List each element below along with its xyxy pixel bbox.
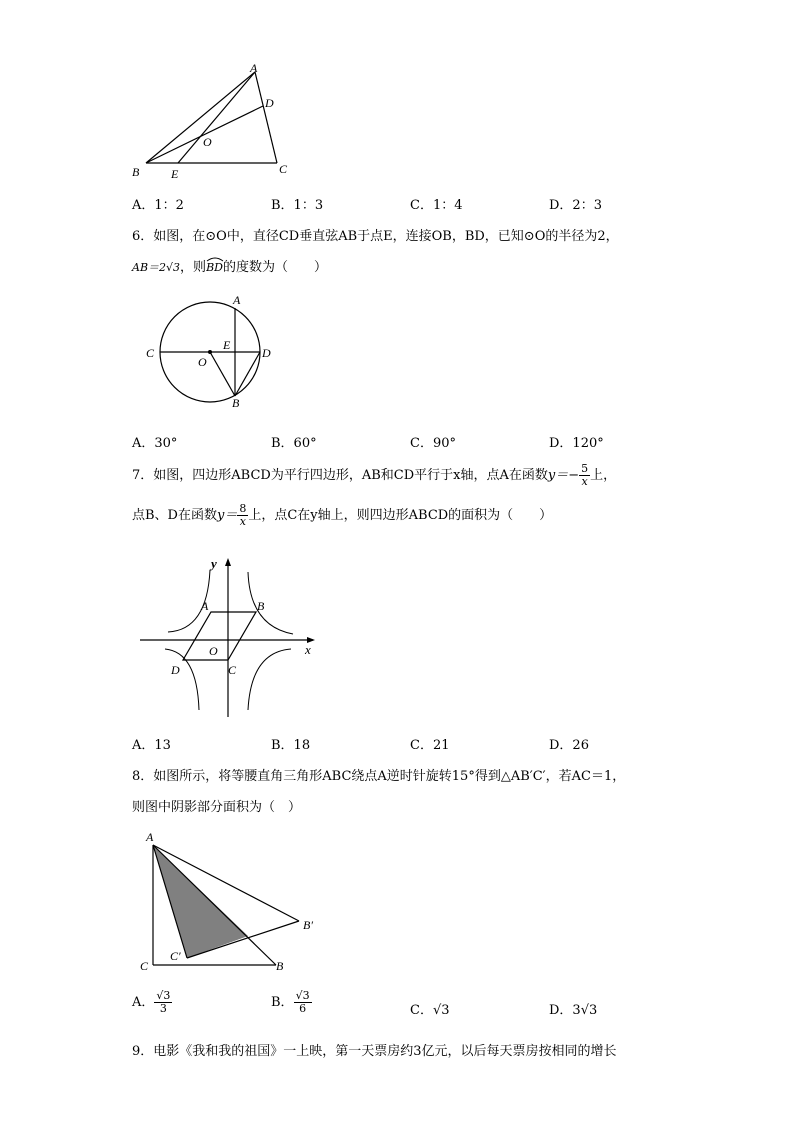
q7-stem-line2 <box>132 503 552 528</box>
q6-stem-line2 <box>132 256 327 275</box>
q8-option-a[interactable] <box>132 990 172 1015</box>
q9-stem-line1: 9．电影《我和我的祖国》一上映，第一天票房约3亿元，以后每天票房按相同的增长 <box>132 1044 617 1059</box>
label-D: D <box>265 96 274 110</box>
figure-q6-circle <box>140 290 280 415</box>
q5-option-c[interactable]: C．1：4 <box>410 198 463 213</box>
label-B: B <box>257 599 265 613</box>
q6-option-d[interactable]: D．120° <box>549 436 604 451</box>
q8-option-b-den: 6 <box>299 1002 307 1015</box>
label-B: B <box>232 396 240 410</box>
label-O: O <box>209 644 218 658</box>
label-A: A <box>146 830 154 844</box>
q7-func1-fraction <box>579 463 590 488</box>
q7-func2-prefix: y＝ <box>216 508 238 523</box>
q8-option-b-num: √3 <box>295 989 310 1002</box>
label-y: y <box>211 556 217 571</box>
q7-stem-text-2: 上， <box>590 468 617 483</box>
q5-option-a[interactable]: A．1：2 <box>132 198 184 213</box>
label-O: O <box>203 135 212 149</box>
q7-func1-den: x <box>581 475 588 488</box>
label-E: E <box>171 167 179 181</box>
label-B-prime: B′ <box>303 918 313 932</box>
figure-q5-triangle <box>125 60 305 185</box>
label-A: A <box>233 293 241 307</box>
label-E: E <box>223 338 231 352</box>
q8-option-a-fraction <box>154 990 172 1015</box>
q6-option-a[interactable]: A．30° <box>132 436 178 451</box>
label-O: O <box>198 355 207 369</box>
q5-option-d[interactable]: D．2：3 <box>549 198 602 213</box>
q8-option-b[interactable] <box>271 990 312 1015</box>
q7-stem-text-4: 上，点C在y轴上，则四边形ABCD的面积为（ ） <box>248 508 553 523</box>
figure-q7-graph <box>135 552 325 722</box>
q8-stem-line1: 8．如图所示，将等腰直角三角形ABC绕点A逆时针旋转15°得到△AB′C′，若AC＝1， <box>132 769 626 784</box>
q6-option-c[interactable]: C．90° <box>410 436 456 451</box>
q6-stem-line1: 6．如图，在⊙O中，直径CD垂直弦AB于点E，连接OB，BD，已知⊙O的半径为2， <box>132 229 619 244</box>
q7-option-a[interactable]: A．13 <box>132 738 171 753</box>
label-A: A <box>201 599 209 613</box>
label-x: x <box>305 642 311 657</box>
q7-func2-fraction <box>237 503 248 528</box>
q8-option-b-fraction <box>294 990 312 1015</box>
label-D: D <box>262 346 271 360</box>
label-D: D <box>171 663 180 677</box>
q7-option-c[interactable]: C．21 <box>410 738 450 753</box>
q7-func1-num: 5 <box>581 462 589 475</box>
q7-func2-den: x <box>239 515 246 528</box>
q8-stem-line2: 则图中阴影部分面积为（ ） <box>132 800 302 815</box>
q6-arc-label: BD <box>206 261 223 274</box>
q7-func1-prefix: y＝− <box>547 468 580 483</box>
q5-option-b[interactable]: B．1：3 <box>271 198 324 213</box>
q7-option-d[interactable]: D．26 <box>549 738 589 753</box>
label-B: B <box>276 959 284 973</box>
q6-ab-value: AB＝2√3 <box>132 261 181 274</box>
label-C: C <box>146 346 155 360</box>
label-C: C <box>140 959 149 973</box>
q8-option-a-prefix: A． <box>132 995 155 1010</box>
q7-stem-text-3: 点B、D在函数 <box>132 508 217 523</box>
q8-option-b-prefix: B． <box>271 995 294 1010</box>
q6-then: ，则 <box>180 260 207 275</box>
q6-question-tail: 的度数为（ ） <box>222 260 327 275</box>
q6-option-b[interactable]: B．60° <box>271 436 317 451</box>
figure-q8-rotation <box>135 825 330 975</box>
label-C: C <box>279 162 288 176</box>
q8-option-a-den: 3 <box>159 1002 167 1015</box>
q7-stem-line1 <box>132 463 616 488</box>
q7-stem-text-1: 7．如图，四边形ABCD为平行四边形，AB和CD平行于x轴，点A在函数 <box>132 468 548 483</box>
label-A: A <box>250 61 258 75</box>
q8-option-a-num: √3 <box>156 989 171 1002</box>
q6-arc-bd <box>206 259 223 274</box>
q7-option-b[interactable]: B．18 <box>271 738 311 753</box>
q8-option-c[interactable]: C．√3 <box>410 1003 450 1018</box>
q7-func2-num: 8 <box>239 502 247 515</box>
label-C-prime: C′ <box>170 949 181 963</box>
q8-option-d[interactable]: D．3√3 <box>549 1003 598 1018</box>
label-B: B <box>132 165 140 179</box>
label-C: C <box>228 663 237 677</box>
arc-symbol-icon <box>206 256 224 262</box>
